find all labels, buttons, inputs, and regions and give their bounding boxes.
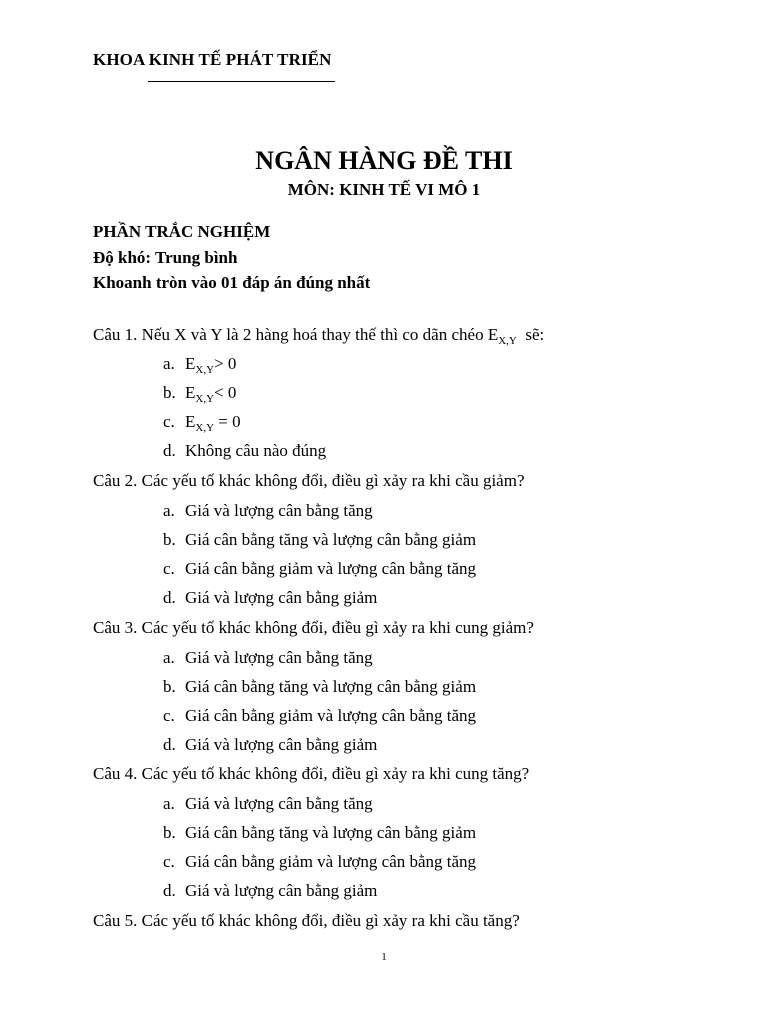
question-4-option-c[interactable] bbox=[163, 852, 476, 872]
option-base: E bbox=[185, 354, 196, 373]
question-2-option-a[interactable] bbox=[163, 501, 373, 521]
option-letter: b. bbox=[163, 823, 176, 842]
option-subscript: X,Y bbox=[195, 393, 215, 405]
difficulty-label: Độ khó: Trung bình bbox=[93, 248, 238, 267]
question-1-option-b[interactable] bbox=[163, 383, 236, 403]
question-3-option-b[interactable] bbox=[163, 677, 476, 697]
option-rest: > 0 bbox=[214, 354, 237, 373]
option-rest: < 0 bbox=[214, 383, 237, 402]
option-letter: c. bbox=[163, 706, 175, 725]
document-title: NGÂN HÀNG ĐỀ THI bbox=[255, 146, 513, 175]
option-rest: = 0 bbox=[214, 412, 241, 431]
option-text: Giá và lượng cân bằng giảm bbox=[185, 588, 378, 607]
option-text: Giá và lượng cân bằng giảm bbox=[185, 735, 378, 754]
option-letter: a. bbox=[163, 648, 175, 667]
question-2-option-c[interactable] bbox=[163, 559, 476, 579]
question-3-option-d[interactable] bbox=[163, 735, 377, 755]
option-text: Giá và lượng cân bằng giảm bbox=[185, 881, 378, 900]
option-letter: d. bbox=[163, 588, 176, 607]
option-text: Không câu nào đúng bbox=[185, 441, 327, 460]
option-letter: d. bbox=[163, 441, 176, 460]
option-letter: d. bbox=[163, 735, 176, 754]
option-text: Giá cân bằng tăng và lượng cân bằng giảm bbox=[185, 823, 477, 842]
option-text: Giá cân bằng tăng và lượng cân bằng giảm bbox=[185, 677, 477, 696]
option-text: Giá cân bằng giảm và lượng cân bằng tăng bbox=[185, 852, 477, 871]
option-letter: b. bbox=[163, 530, 176, 549]
option-text: Giá và lượng cân bằng tăng bbox=[185, 794, 373, 813]
question-2-option-d[interactable] bbox=[163, 588, 377, 608]
question-2-option-b[interactable] bbox=[163, 530, 476, 550]
section-name: PHẦN TRẮC NGHIỆM bbox=[93, 222, 271, 241]
page-number: 1 bbox=[381, 951, 387, 963]
option-base: E bbox=[185, 383, 196, 402]
question-4-option-b[interactable] bbox=[163, 823, 476, 843]
question-1-tail: sẽ: bbox=[516, 325, 545, 344]
option-letter: a. bbox=[163, 354, 175, 373]
question-3-option-c[interactable] bbox=[163, 706, 476, 726]
question-1 bbox=[93, 325, 544, 345]
question-4-text: Câu 4. Các yếu tố khác không đổi, điều gì xảy ra khi cung tăng? bbox=[93, 764, 530, 783]
question-3-option-a[interactable] bbox=[163, 648, 373, 668]
option-text: Giá và lượng cân bằng tăng bbox=[185, 648, 373, 667]
option-subscript: X,Y bbox=[195, 422, 215, 434]
question-1-option-c[interactable] bbox=[163, 412, 241, 432]
option-text: Giá và lượng cân bằng tăng bbox=[185, 501, 373, 520]
question-4-option-a[interactable] bbox=[163, 794, 373, 814]
option-letter: d. bbox=[163, 881, 176, 900]
instruction-text: Khoanh tròn vào 01 đáp án đúng nhất bbox=[93, 273, 371, 292]
option-letter: b. bbox=[163, 383, 176, 402]
question-1-text: Câu 1. Nếu X và Y là 2 hàng hoá thay thế thì co dãn chéo E bbox=[93, 325, 499, 344]
faculty-name: KHOA KINH TẾ PHÁT TRIỂN bbox=[93, 50, 332, 69]
option-letter: a. bbox=[163, 501, 175, 520]
subject-title: MÔN: KINH TẾ VI MÔ 1 bbox=[287, 180, 481, 199]
question-2-text: Câu 2. Các yếu tố khác không đổi, điều gì xảy ra khi cầu giảm? bbox=[93, 471, 525, 490]
option-base: E bbox=[185, 412, 196, 431]
question-4-option-d[interactable] bbox=[163, 881, 377, 901]
question-5-text: Câu 5. Các yếu tố khác không đổi, điều gì xảy ra khi cầu tăng? bbox=[93, 911, 520, 930]
option-text: Giá cân bằng giảm và lượng cân bằng tăng bbox=[185, 559, 477, 578]
option-subscript: X,Y bbox=[195, 364, 215, 376]
question-1-option-a[interactable] bbox=[163, 354, 236, 374]
faculty-underline bbox=[148, 81, 335, 82]
question-3-text: Câu 3. Các yếu tố khác không đổi, điều gì xảy ra khi cung giảm? bbox=[93, 618, 534, 637]
option-letter: c. bbox=[163, 559, 175, 578]
option-text: Giá cân bằng tăng và lượng cân bằng giảm bbox=[185, 530, 477, 549]
option-letter: c. bbox=[163, 852, 175, 871]
question-1-option-d[interactable] bbox=[163, 441, 326, 461]
question-1-subscript: X,Y bbox=[498, 335, 517, 347]
option-letter: a. bbox=[163, 794, 175, 813]
option-text: Giá cân bằng giảm và lượng cân bằng tăng bbox=[185, 706, 477, 725]
option-letter: b. bbox=[163, 677, 176, 696]
option-letter: c. bbox=[163, 412, 175, 431]
